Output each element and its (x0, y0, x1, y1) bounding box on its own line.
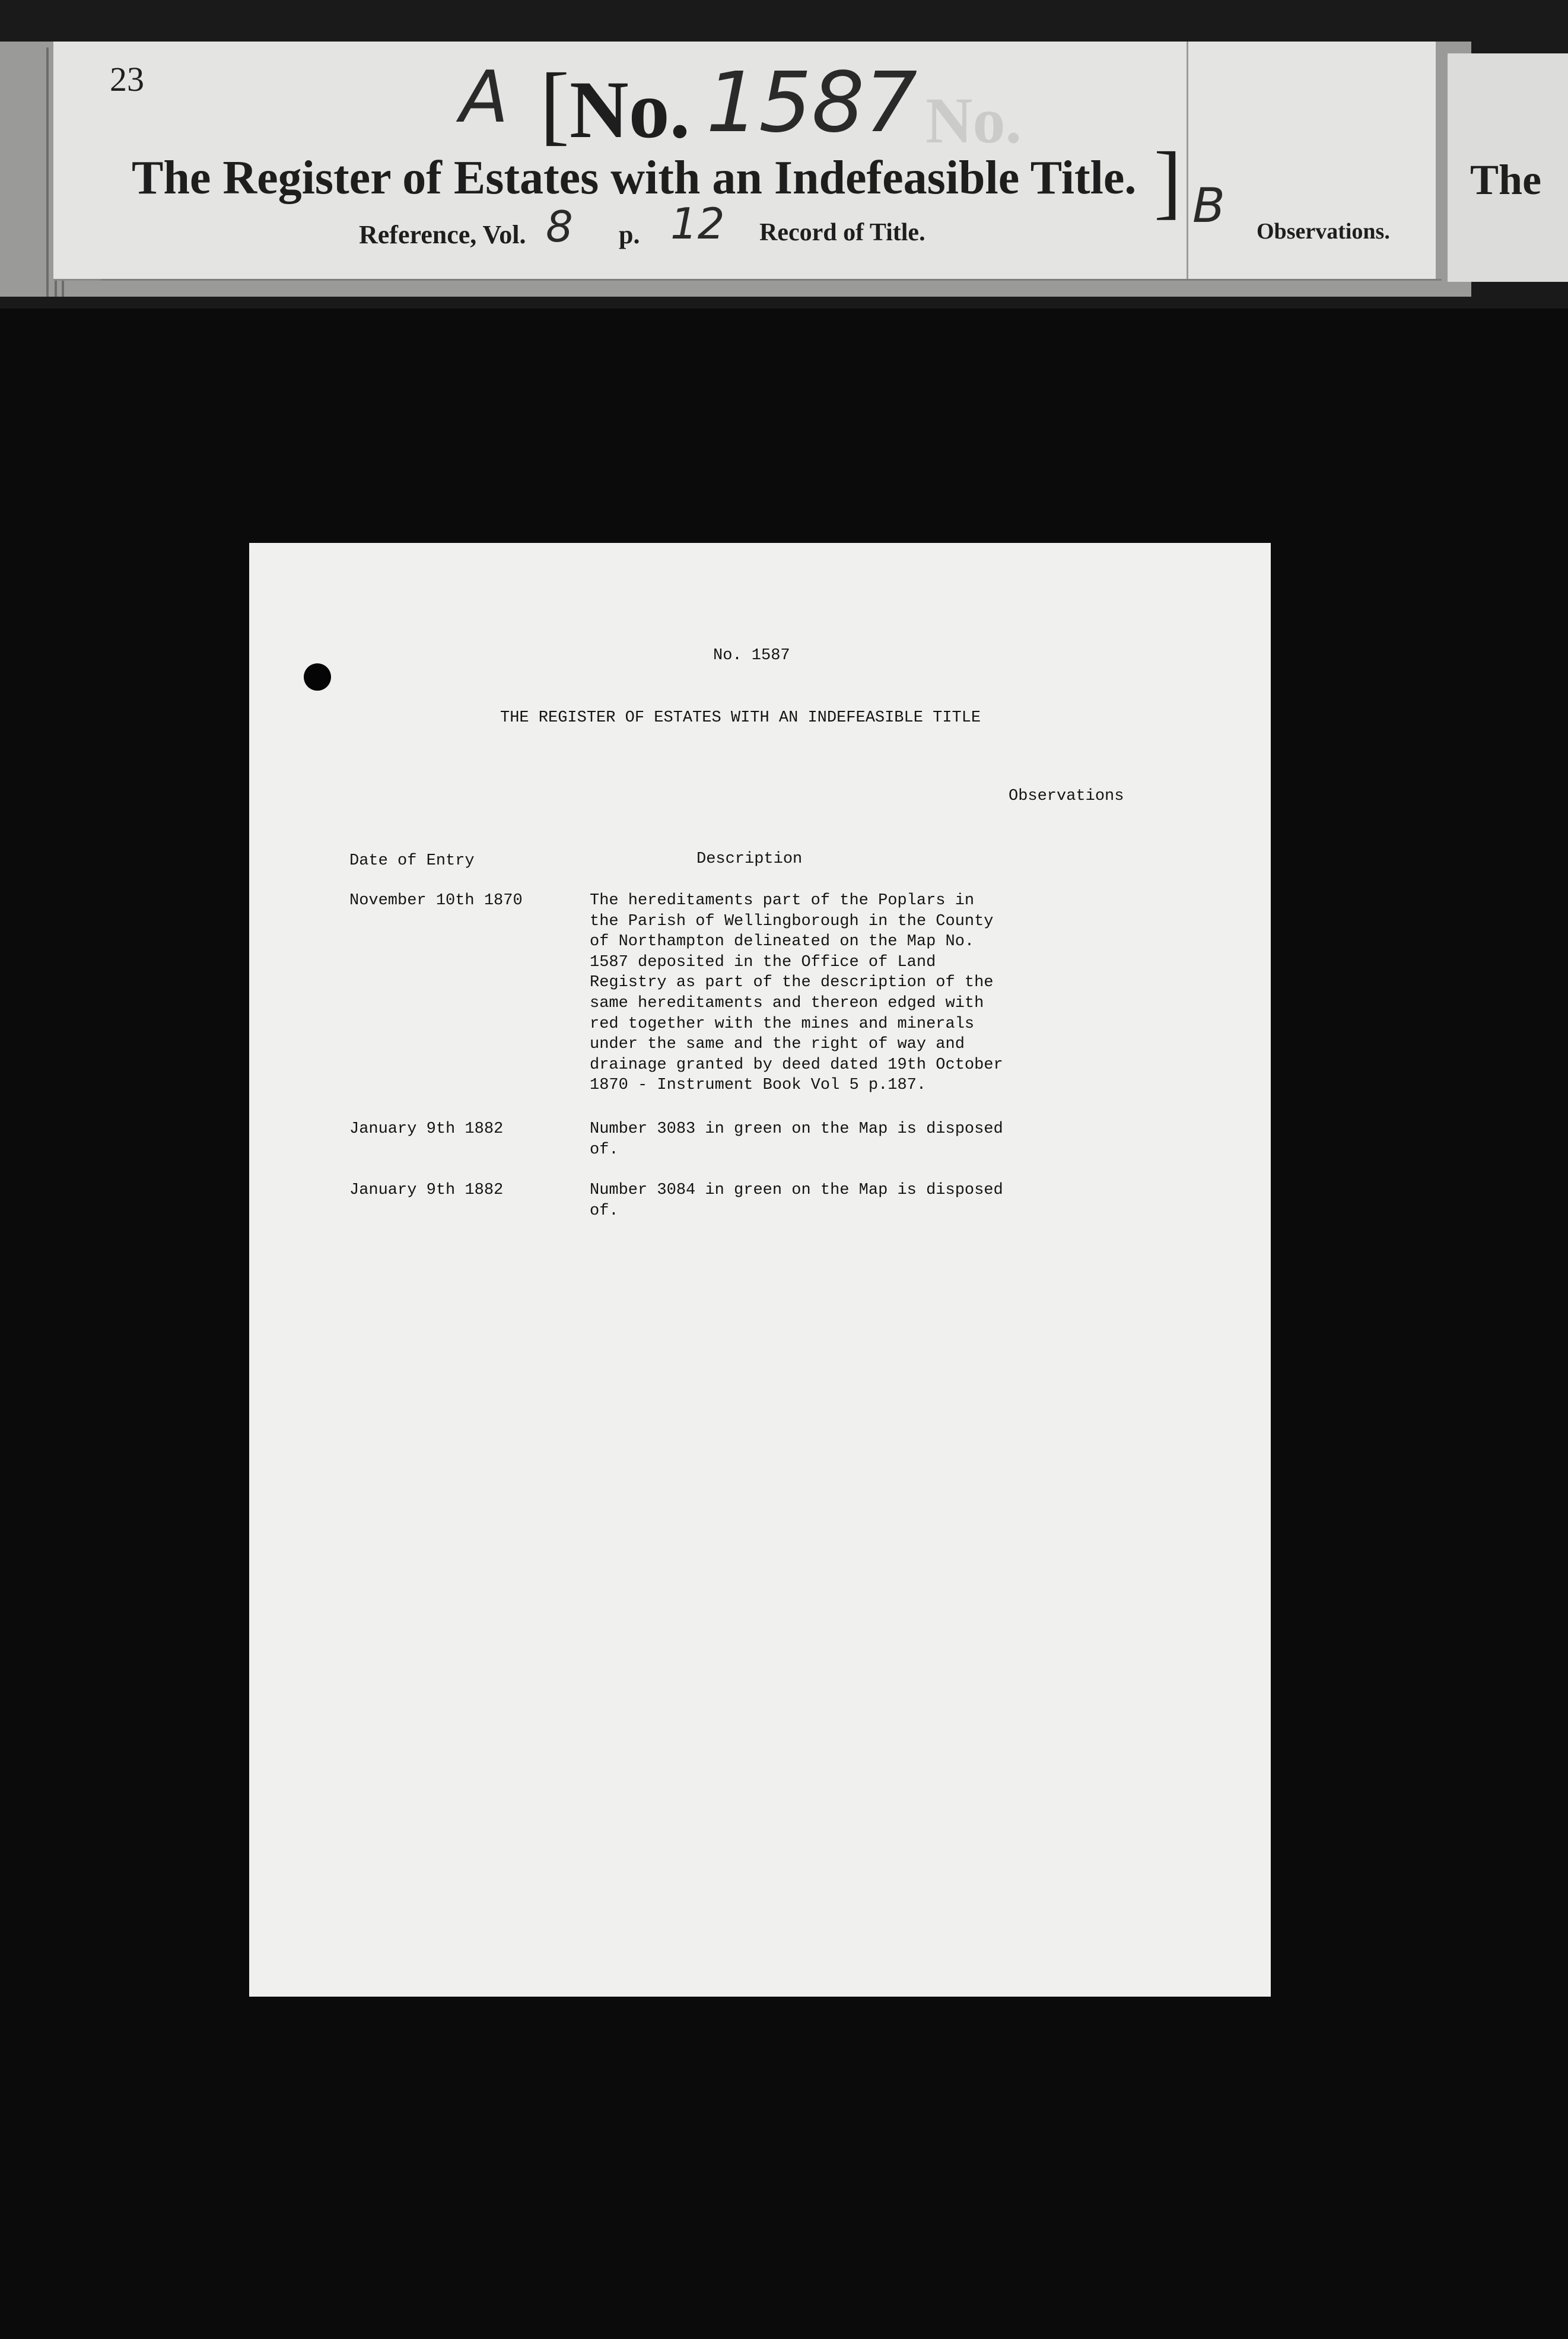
handwritten-register-number: 1587 (706, 55, 918, 151)
right-bracket: ] (1154, 135, 1182, 227)
next-page-title-fragment: The (1470, 156, 1542, 204)
entry-description: The hereditaments part of the Poplars in the Parish of Wellingborough in the County of Northampton delineated on the Map No. 1587 deposited in the Office of Land Registry as part of the description of the same hereditaments and thereon edged with red together with the mines and minerals under the same and the right of way and drainage granted by deed dated 19th October 1870 - Instrument Book Vol 5 p.187. (590, 892, 1003, 1095)
sheet-number: No. 1587 (713, 647, 790, 665)
entry-date: November 10th 1870 (349, 892, 523, 910)
ledger-page-number: 23 (110, 60, 144, 98)
typed-register-sheet (249, 543, 1271, 1997)
entry-date: January 9th 1882 (349, 1181, 504, 1199)
handwritten-reference-page: 12 (670, 199, 725, 249)
punch-hole (304, 663, 331, 691)
date-of-entry-heading: Date of Entry (349, 852, 475, 870)
handwritten-annotation-a: A (460, 56, 509, 139)
entry-date: January 9th 1882 (349, 1120, 504, 1138)
register-title: The Register of Estates with an Indefeasible Title. (132, 152, 1137, 204)
entry-description: Number 3083 in green on the Map is disposed of. (590, 1120, 1003, 1159)
bleed-through-text: No. (925, 84, 1022, 157)
handwritten-annotation-b: B (1192, 178, 1225, 233)
ledger-row-rule (101, 279, 1442, 281)
left-bracket: [ (540, 55, 570, 154)
sheet-title: THE REGISTER OF ESTATES WITH AN INDEFEASIBLE TITLE (500, 709, 981, 727)
observations-heading: Observations (1009, 787, 1124, 805)
ledger-column-rule (1187, 42, 1188, 279)
reference-label: Reference, Vol. (359, 220, 526, 249)
record-of-title-label: Record of Title. (759, 219, 925, 246)
reference-page-label: p. (619, 220, 640, 249)
handwritten-reference-vol: 8 (546, 202, 573, 252)
entry-description: Number 3084 in green on the Map is disposed of. (590, 1181, 1003, 1220)
description-heading: Description (696, 850, 803, 868)
page-edge (46, 47, 49, 297)
observations-label: Observations. (1257, 219, 1390, 244)
register-number-label: No. (570, 64, 691, 155)
